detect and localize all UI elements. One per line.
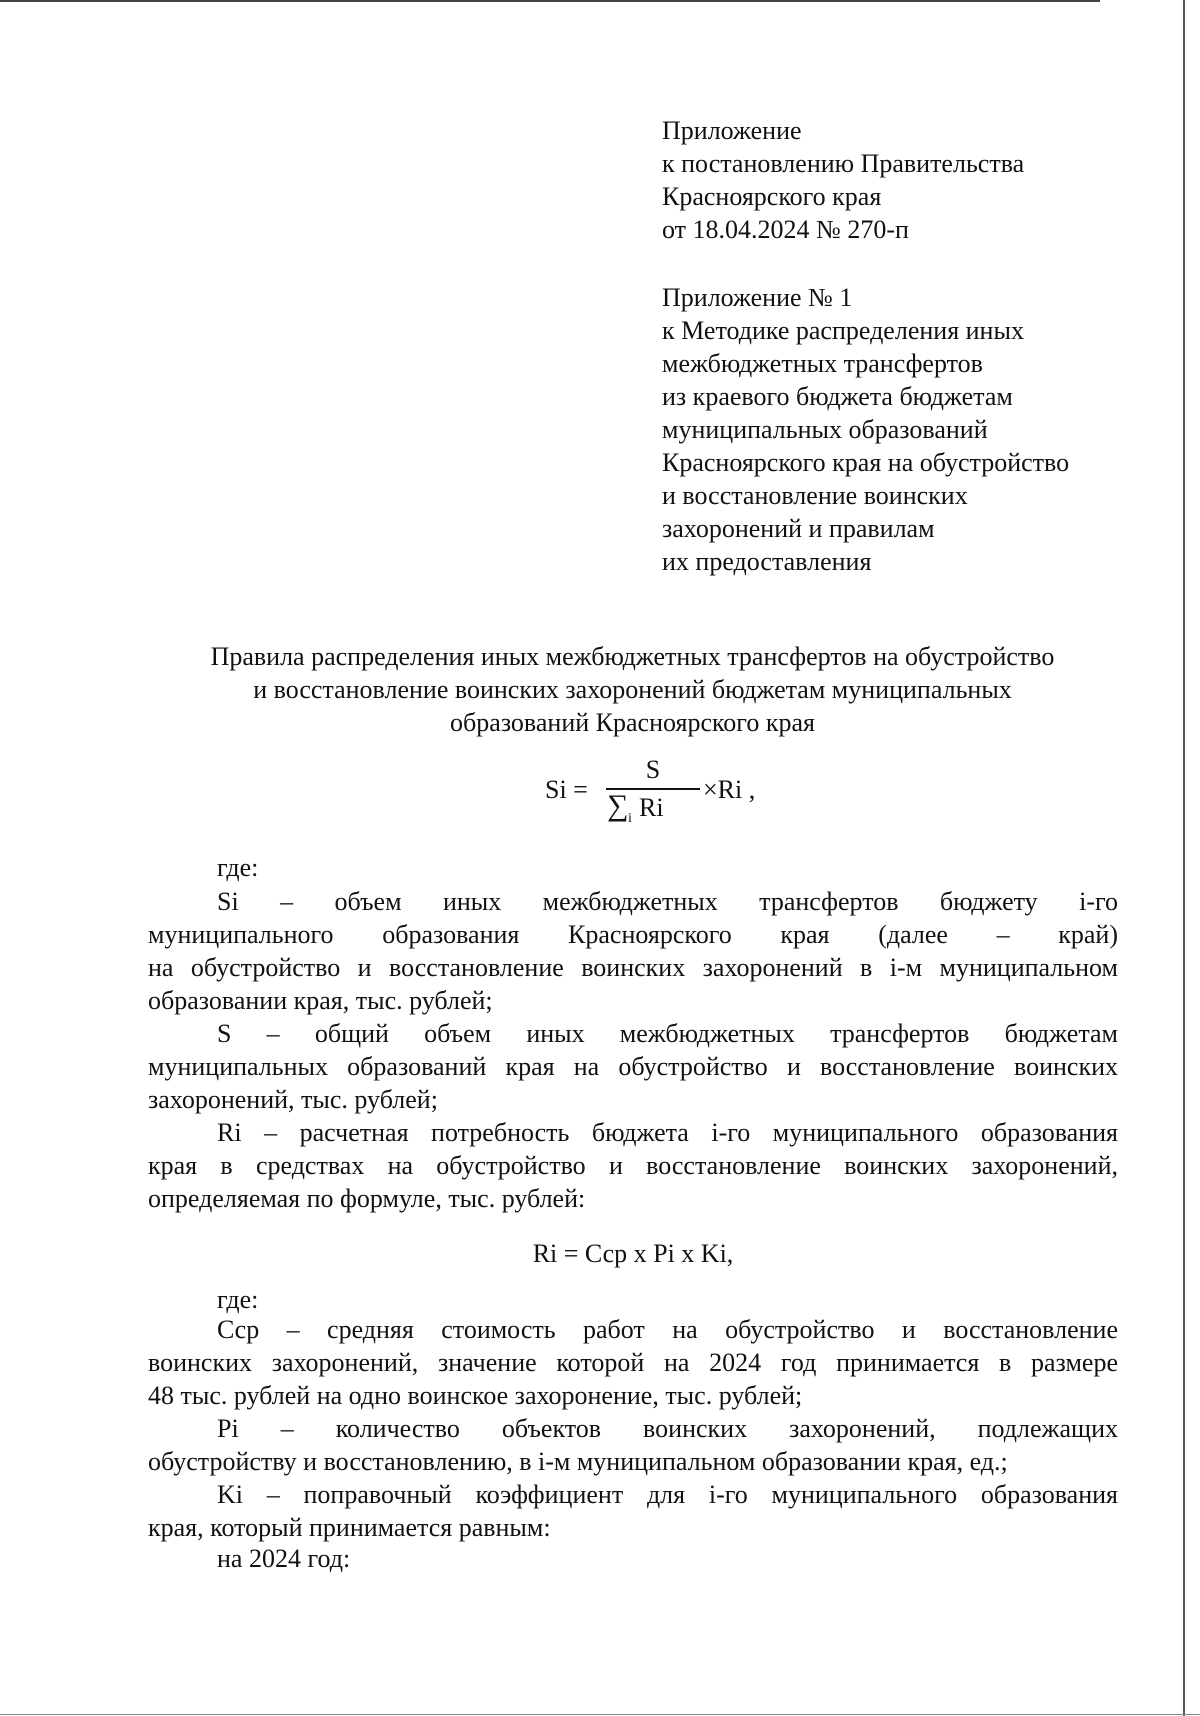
- formula-lhs: Si =: [545, 775, 588, 804]
- appendix-line: Красноярского края на обустройство: [662, 448, 1070, 477]
- paragraph-line: обустройству и восстановлению, в i-м муниципальном образовании края, ед.;: [148, 1447, 1008, 1476]
- year-label: на 2024 год:: [217, 1544, 351, 1573]
- appendix-header: [662, 114, 1024, 246]
- appendix-line: и восстановление воинских: [662, 481, 968, 510]
- paragraph-line: Ki – поправочный коэффициент для i-го муниципального образования: [217, 1480, 1118, 1509]
- paragraph-line: образовании края, тыс. рублей;: [148, 986, 493, 1015]
- appendix-line: их предоставления: [662, 547, 872, 576]
- paragraph-line: определяемая по формуле, тыс. рублей:: [148, 1184, 586, 1213]
- appendix-line: Приложение № 1: [662, 283, 853, 312]
- definition-pi: [148, 1412, 1118, 1478]
- paragraph-line: 48 тыс. рублей на одно воинское захоронение, тыс. рублей;: [148, 1381, 803, 1410]
- appendix-methodology-header: [662, 281, 1069, 578]
- definition-ri: [148, 1116, 1118, 1215]
- paragraph-line: края в средствах на обустройство и восстановление воинских захоронений,: [148, 1151, 1118, 1180]
- appendix-line: межбюджетных трансфертов: [662, 349, 983, 378]
- paragraph-line: муниципальных образований края на обустройство и восстановление воинских: [148, 1052, 1118, 1081]
- formula-numerator: S: [645, 755, 661, 784]
- formula-ri: Ri = Сср х Pi х Ki,: [532, 1239, 734, 1268]
- appendix-line: Приложение: [662, 116, 802, 145]
- where-label: где:: [217, 853, 259, 882]
- appendix-line: из краевого бюджета бюджетам: [662, 382, 1013, 411]
- appendix-line: захоронений и правилам: [662, 514, 935, 543]
- definition-ki: [148, 1478, 1118, 1544]
- where-label: где:: [217, 1285, 259, 1314]
- appendix-line: к постановлению Правительства: [662, 149, 1025, 178]
- sigma-symbol: ∑: [607, 789, 629, 822]
- title-line: Правила распределения иных межбюджетных трансфертов на обустройство: [210, 642, 1055, 671]
- appendix-line: муниципальных образований: [662, 415, 988, 444]
- scan-edge-right: [1183, 0, 1185, 1716]
- definition-si: [148, 885, 1118, 1017]
- definition-ccp: [148, 1313, 1118, 1412]
- paragraph-line: Ri – расчетная потребность бюджета i-го муниципального образования: [217, 1118, 1118, 1147]
- document-title: [140, 640, 1125, 739]
- paragraph-line: Si – объем иных межбюджетных трансфертов бюджету i-го: [217, 887, 1118, 916]
- scan-edge-bottom: [0, 1714, 1200, 1715]
- appendix-line: от 18.04.2024 № 270-п: [662, 215, 909, 244]
- formula-denominator: Ri: [639, 793, 664, 822]
- paragraph-line: Сср – средняя стоимость работ на обустройство и восстановление: [217, 1315, 1118, 1344]
- paragraph-line: Pi – количество объектов воинских захоронений, подлежащих: [217, 1414, 1118, 1443]
- paragraph-line: муниципального образования Красноярского края (далее – край): [148, 920, 1118, 949]
- paragraph-line: S – общий объем иных межбюджетных трансфертов бюджетам: [217, 1019, 1118, 1048]
- paragraph-line: на обустройство и восстановление воинских захоронений в i-м муниципальном: [148, 953, 1118, 982]
- paragraph-line: края, который принимается равным:: [148, 1513, 551, 1542]
- sigma-subscript: i: [628, 811, 632, 826]
- title-line: образований Красноярского края: [450, 708, 815, 737]
- formula-si: [540, 755, 756, 835]
- formula-rhs: ×Ri ,: [703, 775, 756, 804]
- paragraph-line: воинских захоронений, значение которой на 2024 год принимается в размере: [148, 1348, 1118, 1377]
- scan-edge-top: [0, 0, 1100, 2]
- definition-s: [148, 1017, 1118, 1116]
- appendix-line: Красноярского края: [662, 182, 882, 211]
- paragraph-line: захоронений, тыс. рублей;: [148, 1085, 438, 1114]
- title-line: и восстановление воинских захоронений бюджетам муниципальных: [253, 675, 1012, 704]
- appendix-line: к Методике распределения иных: [662, 316, 1024, 345]
